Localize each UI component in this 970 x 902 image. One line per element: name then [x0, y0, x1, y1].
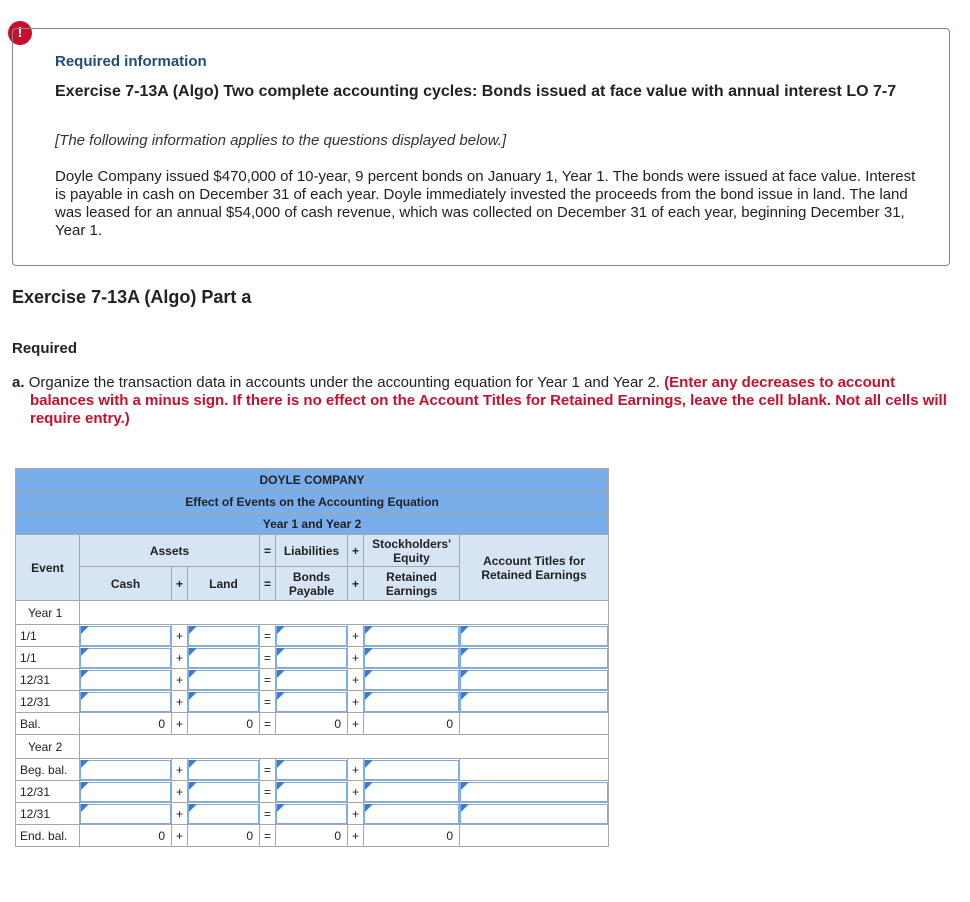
cash-input[interactable]: [80, 648, 171, 668]
equals-sign: =: [260, 691, 276, 713]
retained-earnings-input[interactable]: [364, 648, 459, 668]
account-title-select[interactable]: [460, 626, 608, 646]
bonds-payable-input[interactable]: [276, 692, 347, 712]
plus-sign: +: [348, 647, 364, 669]
event-label: 12/31: [16, 669, 80, 691]
requirement-text: [12, 374, 960, 428]
plus-sign: +: [348, 713, 364, 735]
equals-sign: =: [260, 803, 276, 825]
bonds-payable-header: Bonds Payable: [276, 567, 348, 601]
table-row: [16, 781, 609, 803]
land-input[interactable]: [188, 760, 259, 780]
year2-label: Year 2: [16, 735, 80, 759]
cash-header: Cash: [80, 567, 172, 601]
bonds-payable-total: 0: [276, 825, 348, 847]
event-label: 12/31: [16, 781, 80, 803]
plus-sign: +: [348, 825, 364, 847]
plus-sign: +: [348, 781, 364, 803]
equals-sign: =: [260, 713, 276, 735]
event-label: 12/31: [16, 691, 80, 713]
table-row: [16, 625, 609, 647]
equals-sign: =: [260, 781, 276, 803]
table-row: [16, 647, 609, 669]
cash-input[interactable]: [80, 782, 171, 802]
land-input[interactable]: [188, 692, 259, 712]
cash-input[interactable]: [80, 692, 171, 712]
land-input[interactable]: [188, 782, 259, 802]
table-subtitle: Effect of Events on the Accounting Equation: [16, 491, 609, 513]
balance-row: [16, 825, 609, 847]
bonds-payable-input[interactable]: [276, 670, 347, 690]
event-header: Event: [16, 535, 80, 601]
land-input[interactable]: [188, 648, 259, 668]
account-titles-header: Account Titles for Retained Earnings: [460, 535, 609, 601]
bonds-payable-input[interactable]: [276, 782, 347, 802]
equals-sign: =: [260, 647, 276, 669]
plus-sign: +: [172, 567, 188, 601]
plus-sign: +: [172, 759, 188, 781]
equals-sign: =: [260, 759, 276, 781]
alert-icon: !: [8, 21, 32, 45]
plus-sign: +: [348, 625, 364, 647]
exercise-title: Exercise 7-13A (Algo) Two complete accounting cycles: Bonds issued at face value with annual interest LO 7-7: [55, 83, 897, 100]
cash-total: 0: [80, 713, 172, 735]
problem-description: Doyle Company issued $470,000 of 10-year, 9 percent bonds on January 1, Year 1. The bonds were issued at face value. Interest is payable in cash on December 31 of each year. Doyle immediately invested the proceeds from the bond issue in land. The land was leased for an annual $54,000 of cash revenue, which was collected on December 31 of each year, beginning December 31, Year 1.: [55, 168, 916, 239]
cash-input[interactable]: [80, 804, 171, 824]
required-information-box: [12, 28, 950, 266]
company-name: DOYLE COMPANY: [16, 469, 609, 491]
account-title-select[interactable]: [460, 804, 608, 824]
liabilities-header: Liabilities: [276, 535, 348, 567]
table-period: Year 1 and Year 2: [16, 513, 609, 535]
plus-sign: +: [348, 669, 364, 691]
bonds-payable-total: 0: [276, 713, 348, 735]
equals-sign: =: [260, 567, 276, 601]
event-label: 12/31: [16, 803, 80, 825]
land-header: Land: [188, 567, 260, 601]
bonds-payable-input[interactable]: [276, 626, 347, 646]
retained-earnings-total: 0: [364, 825, 460, 847]
assets-header: Assets: [80, 535, 260, 567]
balance-label: Bal.: [16, 713, 80, 735]
land-input[interactable]: [188, 804, 259, 824]
plus-sign: +: [348, 759, 364, 781]
table-row: [16, 803, 609, 825]
plus-sign: +: [172, 825, 188, 847]
plus-sign: +: [348, 567, 364, 601]
plus-sign: +: [172, 691, 188, 713]
balance-row: [16, 713, 609, 735]
plus-sign: +: [172, 781, 188, 803]
table-row: [16, 669, 609, 691]
retained-earnings-total: 0: [364, 713, 460, 735]
cash-input[interactable]: [80, 670, 171, 690]
retained-earnings-input[interactable]: [364, 670, 459, 690]
retained-earnings-header: Retained Earnings: [364, 567, 460, 601]
requirement-body: Organize the transaction data in accounts under the accounting equation for Year 1 and Year 2.: [28, 374, 660, 391]
plus-sign: +: [172, 669, 188, 691]
cash-total: 0: [80, 825, 172, 847]
stockholders-equity-header: Stockholders' Equity: [364, 535, 460, 567]
retained-earnings-input[interactable]: [364, 692, 459, 712]
account-title-select[interactable]: [460, 782, 608, 802]
requirement-instruction: (Enter any decreases to account balances with a minus sign. If there is no effect on the Account Titles for Retained Earnings, leave the cell blank. Not all cells will require entry.): [30, 374, 947, 427]
plus-sign: +: [348, 691, 364, 713]
bonds-payable-input[interactable]: [276, 648, 347, 668]
plus-sign: +: [172, 713, 188, 735]
land-total: 0: [188, 825, 260, 847]
land-total: 0: [188, 713, 260, 735]
land-input[interactable]: [188, 626, 259, 646]
accounting-equation-table: [15, 468, 609, 847]
info-label: Required information: [55, 53, 207, 70]
required-heading: Required: [12, 340, 78, 357]
cash-input[interactable]: [80, 760, 171, 780]
table-row: [16, 691, 609, 713]
equals-sign: =: [260, 625, 276, 647]
table-row: [16, 759, 609, 781]
info-note: [The following information applies to the questions displayed below.]: [55, 132, 507, 149]
retained-earnings-input[interactable]: [364, 626, 459, 646]
event-label: 1/1: [16, 647, 80, 669]
event-label: 1/1: [16, 625, 80, 647]
land-input[interactable]: [188, 670, 259, 690]
account-title-select[interactable]: [460, 670, 608, 690]
retained-earnings-input[interactable]: [364, 760, 459, 780]
equals-sign: =: [260, 535, 276, 567]
plus-sign: +: [172, 647, 188, 669]
plus-sign: +: [172, 803, 188, 825]
equals-sign: =: [260, 825, 276, 847]
plus-sign: +: [348, 535, 364, 567]
retained-earnings-input[interactable]: [364, 804, 459, 824]
event-label: Beg. bal.: [16, 759, 80, 781]
plus-sign: +: [348, 803, 364, 825]
cash-input[interactable]: [80, 626, 171, 646]
equals-sign: =: [260, 669, 276, 691]
retained-earnings-input[interactable]: [364, 782, 459, 802]
year1-label: Year 1: [16, 601, 80, 625]
plus-sign: +: [172, 625, 188, 647]
account-title-select[interactable]: [460, 648, 608, 668]
account-title-select[interactable]: [460, 692, 608, 712]
part-title: Exercise 7-13A (Algo) Part a: [12, 287, 252, 307]
requirement-letter: a.: [12, 374, 25, 391]
bonds-payable-input[interactable]: [276, 804, 347, 824]
balance-label: End. bal.: [16, 825, 80, 847]
bonds-payable-input[interactable]: [276, 760, 347, 780]
